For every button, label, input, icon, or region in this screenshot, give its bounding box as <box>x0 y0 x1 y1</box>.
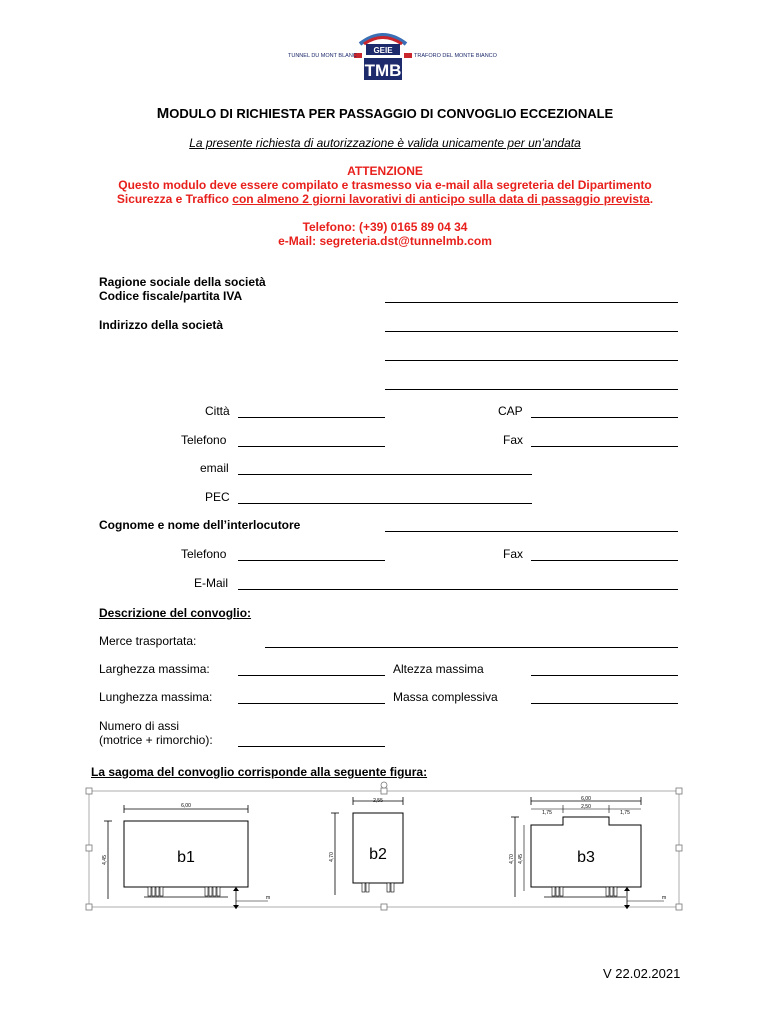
field-contact-email[interactable] <box>238 589 678 590</box>
title-rest: ODULO DI RICHIESTA PER PASSAGGIO DI CONVOGLIO ECCEZIONALE <box>169 106 614 121</box>
field-citta[interactable] <box>238 417 385 418</box>
logo-graphic <box>288 28 497 84</box>
label-contact-email: E-Mail <box>194 576 229 590</box>
version-label: V 22.02.2021 <box>603 966 681 981</box>
b3-label: b3 <box>577 849 595 866</box>
label-email: email <box>200 461 229 475</box>
label-merce: Merce trasportata: <box>99 634 197 648</box>
field-indirizzo-2[interactable] <box>385 360 678 361</box>
convoy-heading: Descrizione del convoglio: <box>99 606 252 620</box>
label-assi-1: Numero di assi <box>99 719 180 733</box>
field-larghezza[interactable] <box>238 675 385 676</box>
logo-right-text: TRAFORO DEL MONTE BIANCO <box>414 53 497 59</box>
label-citta: Città <box>205 404 230 418</box>
label-ragione-sociale: Ragione sociale della società <box>99 275 266 289</box>
label-indirizzo: Indirizzo della società <box>99 318 224 332</box>
label-massa: Massa complessiva <box>393 690 498 704</box>
b2-label: b2 <box>369 846 387 863</box>
field-massa[interactable] <box>531 703 678 704</box>
page-subtitle: La presente richiesta di autorizzazione è valida unicamente per un’andata <box>189 136 581 150</box>
b3-height-inner-label: 4,45 <box>518 854 524 864</box>
notice-heading: ATTENZIONE <box>347 164 423 178</box>
notice-line1: Questo modulo deve essere compilato e trasmesso via e-mail alla segreteria del Dipartimento <box>118 178 652 192</box>
label-larghezza: Larghezza massima: <box>99 662 210 676</box>
logo-main-text: TMB <box>364 61 402 80</box>
b3-m-label: m <box>662 895 667 901</box>
vehicle-profile-figure <box>86 787 682 911</box>
notice-line2 <box>0 192 770 206</box>
b1-height-label: 4,45 <box>102 855 108 865</box>
field-fax[interactable] <box>531 446 678 447</box>
notice-line2-end: . <box>649 192 654 206</box>
field-assi[interactable] <box>238 746 385 747</box>
vehicle-profile-svg <box>86 787 682 911</box>
field-lunghezza[interactable] <box>238 703 385 704</box>
field-contact-fax[interactable] <box>531 560 678 561</box>
label-cap: CAP <box>498 404 523 418</box>
notice-deadline: con almeno 2 giorni lavorativi di anticipo sulla data di passaggio prevista <box>232 192 650 206</box>
label-altezza: Altezza massima <box>393 662 484 676</box>
b3-height-outer-label: 4,70 <box>509 854 515 864</box>
page-title <box>0 105 770 122</box>
label-codice-fiscale: Codice fiscale/partita IVA <box>99 289 243 303</box>
label-fax: Fax <box>503 433 524 447</box>
field-telefono[interactable] <box>238 446 385 447</box>
label-contact-telefono: Telefono <box>181 547 227 561</box>
logo <box>288 28 497 84</box>
field-email[interactable] <box>238 474 532 475</box>
notice-email: e-Mail: segreteria.dst@tunnelmb.com <box>278 234 492 248</box>
b2-height-label: 4,70 <box>329 852 335 862</box>
field-ragione-sociale[interactable] <box>385 302 678 303</box>
profile-b3 <box>509 796 666 909</box>
field-cognome-nome[interactable] <box>385 531 678 532</box>
field-indirizzo-3[interactable] <box>385 389 678 390</box>
field-pec[interactable] <box>238 503 532 504</box>
label-cognome-nome: Cognome e nome dell’interlocutore <box>99 518 301 532</box>
notice-line2-start: Sicurezza e Traffico <box>116 192 233 206</box>
b1-label: b1 <box>177 849 195 866</box>
b3-width-label: 6,00 <box>581 796 591 802</box>
label-contact-fax: Fax <box>503 547 524 561</box>
title-initial: M <box>156 105 170 122</box>
field-altezza[interactable] <box>531 675 678 676</box>
logo-left-text: TUNNEL DU MONT BLANC <box>288 53 357 59</box>
b1-m-label: m <box>266 895 271 901</box>
field-contact-telefono[interactable] <box>238 560 385 561</box>
field-cap[interactable] <box>531 417 678 418</box>
logo-top-text: GEIE <box>373 46 393 55</box>
b3-seg-left-label: 1,75 <box>542 810 552 816</box>
b3-seg-right-label: 1,75 <box>620 810 630 816</box>
figure-caption: La sagoma del convoglio corrisponde alla seguente figura: <box>91 765 428 779</box>
b1-width-label: 6,00 <box>181 803 191 809</box>
b3-seg-mid-label: 2,50 <box>581 804 591 810</box>
label-lunghezza: Lunghezza massima: <box>99 690 213 704</box>
profile-b2 <box>329 797 403 895</box>
label-telefono: Telefono <box>181 433 227 447</box>
label-pec: PEC <box>205 490 230 504</box>
b2-width-label: 2,55 <box>373 798 383 804</box>
field-merce[interactable] <box>265 647 678 648</box>
notice-phone: Telefono: (+39) 0165 89 04 34 <box>302 220 468 234</box>
field-indirizzo-1[interactable] <box>385 331 678 332</box>
label-assi-2: (motrice + rimorchio): <box>99 733 213 747</box>
profile-b1 <box>102 803 270 909</box>
